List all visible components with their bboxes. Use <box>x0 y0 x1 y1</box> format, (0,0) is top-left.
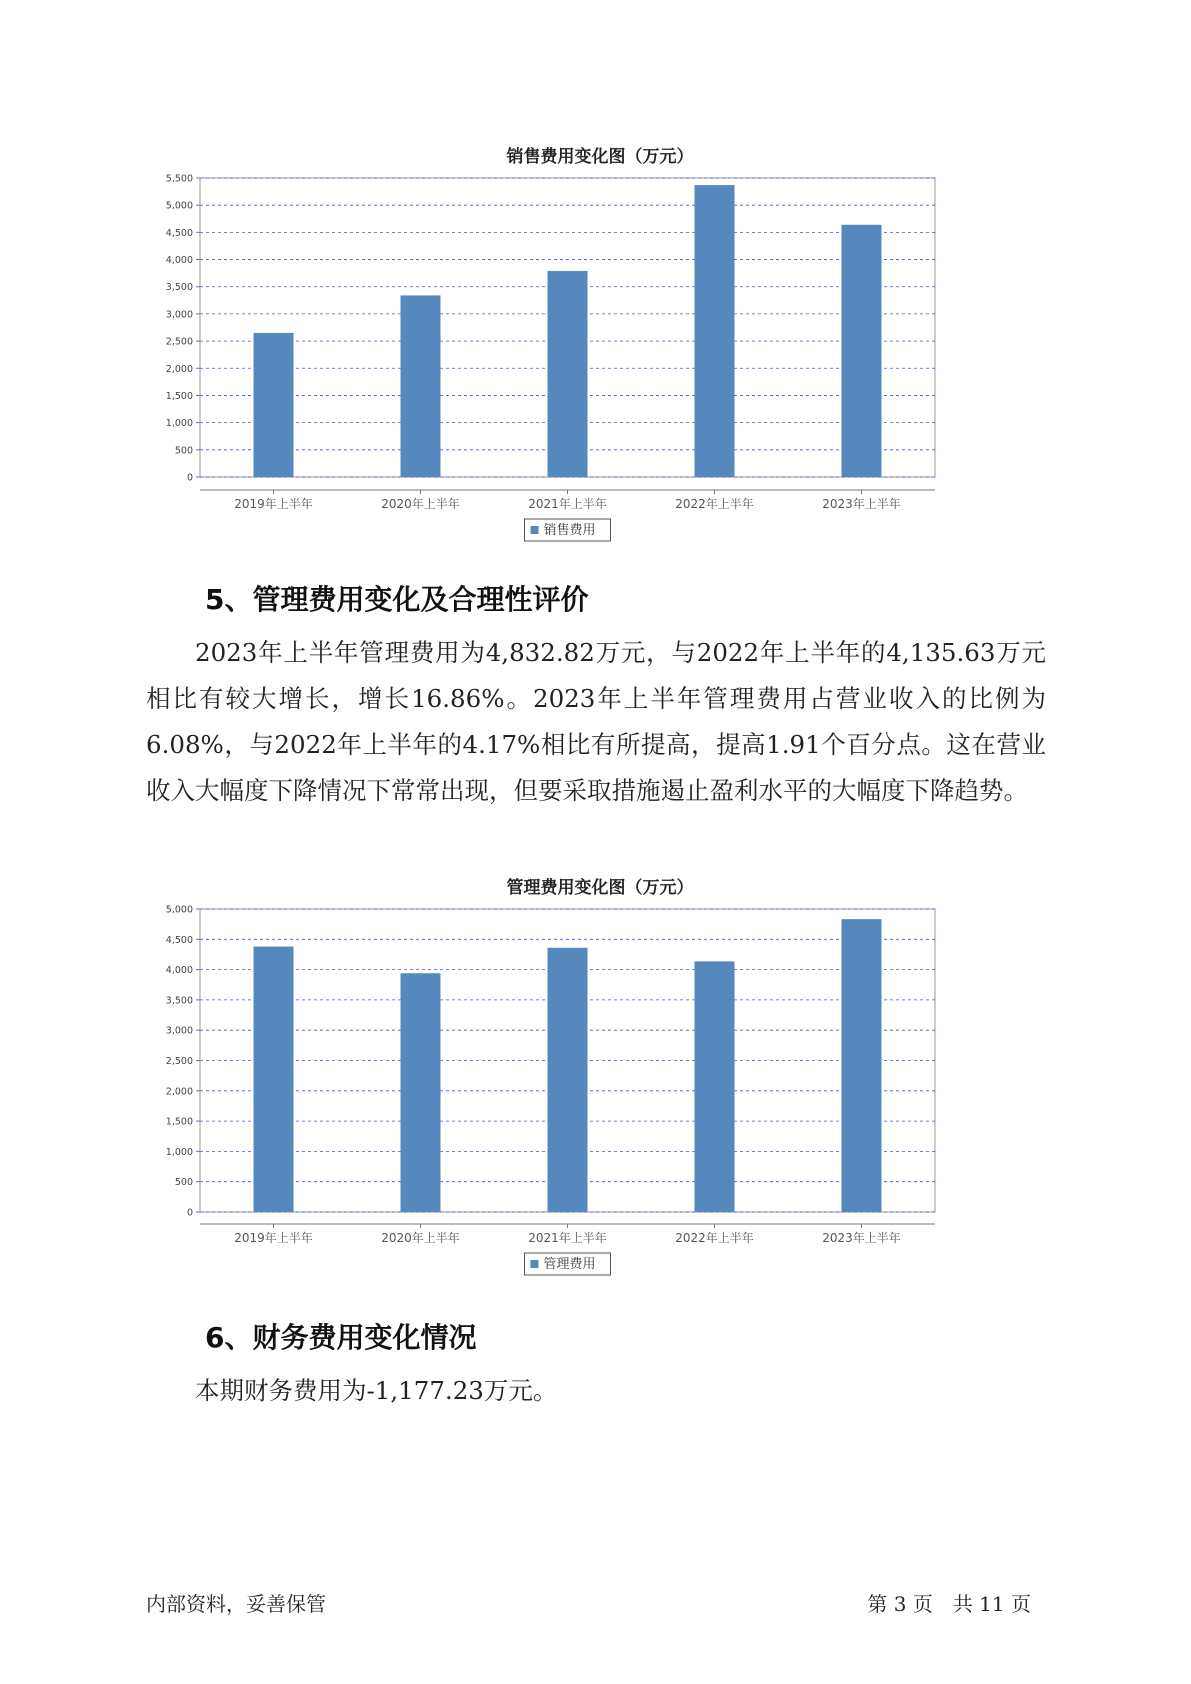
y-tick-label: 2,000 <box>165 1086 193 1098</box>
y-tick-label: 0 <box>186 1207 193 1219</box>
admin-chart <box>150 873 1050 1272</box>
x-tick-label: 2021年上半年 <box>528 497 607 511</box>
y-tick-label: 4,500 <box>165 934 193 946</box>
y-tick-label: 1,500 <box>165 1116 193 1128</box>
bar-2 <box>548 271 588 477</box>
y-tick-label: 4,000 <box>165 965 193 977</box>
x-tick-label: 2019年上半年 <box>234 497 313 511</box>
admin-chart-title: 管理费用变化图（万元） <box>506 878 694 898</box>
section5-paragraph: 2023年上半年管理费用为4,832.82万元，与2022年上半年的4,135.63万元相比有较大增长，增长16.86%。2023年上半年管理费用占营业收入的比例为6.08%，与2022年上半年的4.17%相比有所提高，提高1.91个百分点。这在营业收入大幅度下降情况下常常出现，但要采取措施遏止盈利水平的大幅度下降趋势。 <box>146 638 1046 805</box>
y-tick-label: 4,500 <box>165 227 193 239</box>
legend-label: 销售费用 <box>543 523 596 538</box>
y-tick-label: 3,000 <box>165 1025 193 1037</box>
sales-chart <box>150 142 1050 538</box>
y-tick-label: 3,000 <box>165 309 193 321</box>
section5-heading: 5、管理费用变化及合理性评价 <box>205 583 589 616</box>
y-tick-label: 3,500 <box>165 282 193 294</box>
bar-0 <box>254 947 294 1212</box>
bar-2 <box>548 948 588 1212</box>
bar-0 <box>254 333 294 477</box>
section6-paragraph: 本期财务费用为-1,177.23万元。 <box>195 1376 558 1405</box>
x-tick-label: 2020年上半年 <box>381 497 460 511</box>
y-tick-label: 5,000 <box>165 904 193 916</box>
y-tick-label: 2,500 <box>165 336 193 348</box>
sales-chart-title: 销售费用变化图（万元） <box>506 147 694 167</box>
x-tick-label: 2023年上半年 <box>822 1231 901 1245</box>
footer-left: 内部资料，妥善保管 <box>146 1592 326 1616</box>
y-tick-label: 5,000 <box>165 200 193 212</box>
x-tick-label: 2022年上半年 <box>675 497 754 511</box>
y-tick-label: 3,500 <box>165 995 193 1007</box>
legend-swatch <box>531 1260 539 1268</box>
y-tick-label: 500 <box>174 445 193 457</box>
x-tick-label: 2022年上半年 <box>675 1231 754 1245</box>
bar-3 <box>695 961 735 1212</box>
y-tick-label: 2,000 <box>165 363 193 375</box>
y-tick-label: 4,000 <box>165 255 193 267</box>
sales-chart-plot <box>150 172 1050 592</box>
x-tick-label: 2021年上半年 <box>528 1231 607 1245</box>
bar-1 <box>401 295 441 477</box>
section6-heading: 6、财务费用变化情况 <box>205 1321 477 1354</box>
y-tick-label: 2,500 <box>165 1056 193 1067</box>
bar-4 <box>842 225 882 477</box>
x-tick-label: 2023年上半年 <box>822 497 901 511</box>
y-tick-label: 5,500 <box>165 173 193 185</box>
bar-3 <box>695 185 735 477</box>
y-tick-label: 1,000 <box>165 418 193 430</box>
bar-4 <box>842 919 882 1212</box>
x-tick-label: 2020年上半年 <box>381 1231 460 1245</box>
y-tick-label: 1,500 <box>165 390 193 402</box>
x-tick-label: 2019年上半年 <box>234 1231 313 1245</box>
y-tick-label: 1,000 <box>165 1146 193 1158</box>
bar-1 <box>401 973 441 1212</box>
admin-chart-plot <box>150 901 1050 1331</box>
y-tick-label: 0 <box>186 472 193 484</box>
y-tick-label: 500 <box>174 1177 193 1189</box>
footer-page-number: 第 3 页 共 11 页 <box>867 1592 1031 1616</box>
legend-swatch <box>531 526 539 534</box>
legend-label: 管理费用 <box>543 1257 596 1272</box>
